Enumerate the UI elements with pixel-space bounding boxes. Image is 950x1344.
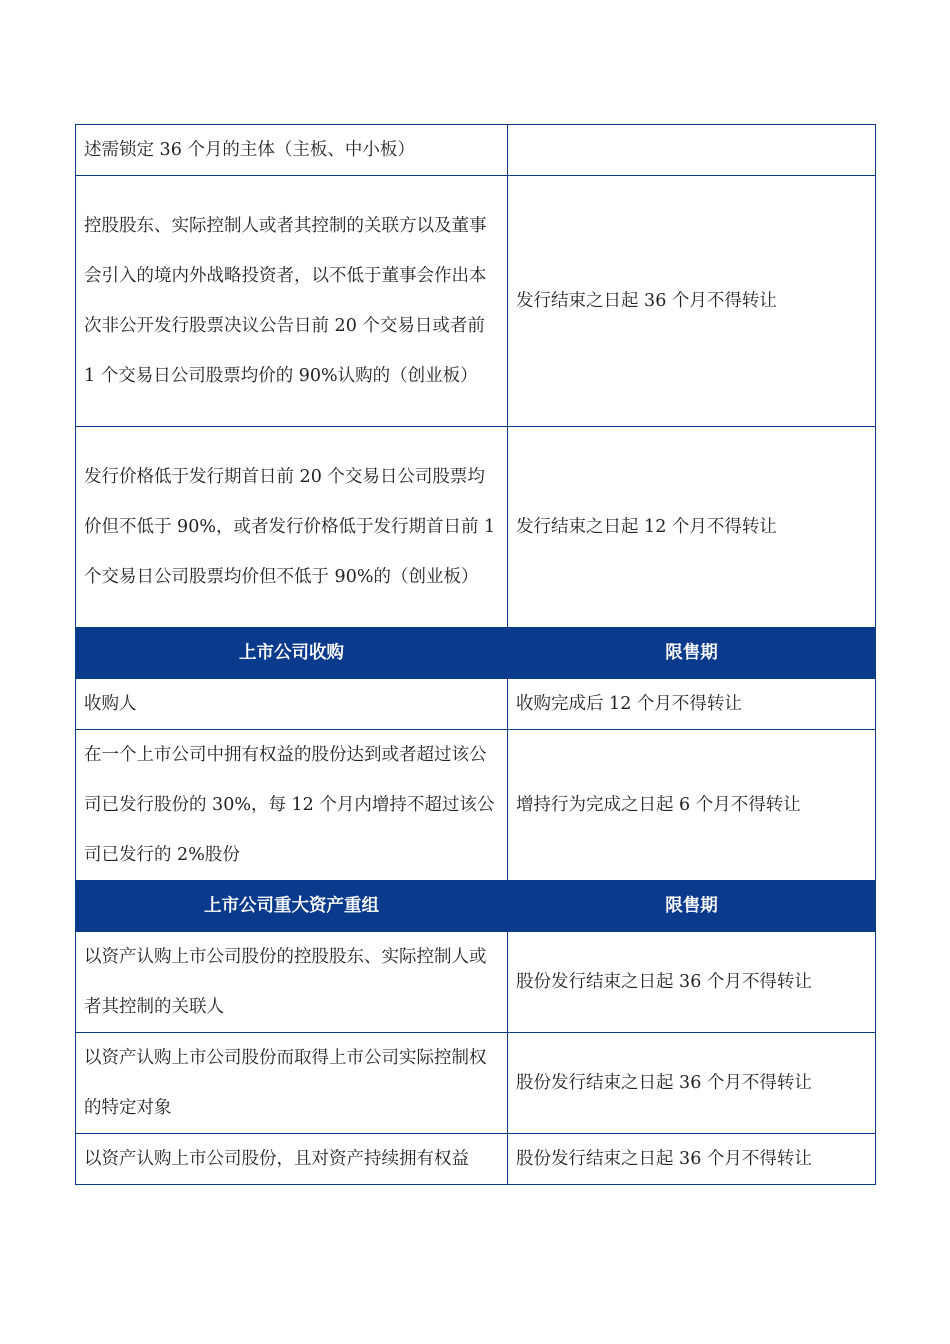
lockup-cell: 股份发行结束之日起 36 个月不得转让 <box>508 932 876 1033</box>
section-header-lockup: 限售期 <box>508 628 876 679</box>
lockup-period-table <box>75 124 876 1185</box>
lockup-cell: 发行结束之日起 36 个月不得转让 <box>508 176 876 427</box>
table-row <box>76 932 876 1033</box>
table-row <box>76 1033 876 1134</box>
subject-cell: 收购人 <box>76 679 508 730</box>
section-header-row <box>76 881 876 932</box>
lockup-cell: 增持行为完成之日起 6 个月不得转让 <box>508 730 876 881</box>
subject-cell: 在一个上市公司中拥有权益的股份达到或者超过该公司已发行股份的 30%，每 12 个月内增持不超过该公司已发行的 2%股份 <box>76 730 508 881</box>
section-header-row <box>76 628 876 679</box>
subject-cell: 以资产认购上市公司股份的控股股东、实际控制人或者其控制的关联人 <box>76 932 508 1033</box>
table-row <box>76 679 876 730</box>
table-row <box>76 176 876 427</box>
section-header-lockup: 限售期 <box>508 881 876 932</box>
subject-cell: 以资产认购上市公司股份，且对资产持续拥有权益 <box>76 1134 508 1185</box>
table-row <box>76 125 876 176</box>
section-header-title: 上市公司收购 <box>76 628 508 679</box>
subject-cell: 以资产认购上市公司股份而取得上市公司实际控制权的特定对象 <box>76 1033 508 1134</box>
lockup-cell: 发行结束之日起 12 个月不得转让 <box>508 427 876 628</box>
table-row <box>76 730 876 881</box>
subject-cell: 述需锁定 36 个月的主体（主板、中小板） <box>76 125 508 176</box>
lockup-cell: 收购完成后 12 个月不得转让 <box>508 679 876 730</box>
section-header-title: 上市公司重大资产重组 <box>76 881 508 932</box>
table-row <box>76 1134 876 1185</box>
lockup-cell: 股份发行结束之日起 36 个月不得转让 <box>508 1134 876 1185</box>
subject-cell: 控股股东、实际控制人或者其控制的关联方以及董事会引入的境内外战略投资者，以不低于董事会作出本次非公开发行股票决议公告日前 20 个交易日或者前 1 个交易日公司股票均价的 90%认购的（创业板） <box>76 176 508 427</box>
lockup-cell: 股份发行结束之日起 36 个月不得转让 <box>508 1033 876 1134</box>
subject-cell: 发行价格低于发行期首日前 20 个交易日公司股票均价但不低于 90%，或者发行价格低于发行期首日前 1 个交易日公司股票均价但不低于 90%的（创业板） <box>76 427 508 628</box>
lockup-cell <box>508 125 876 176</box>
table-row <box>76 427 876 628</box>
